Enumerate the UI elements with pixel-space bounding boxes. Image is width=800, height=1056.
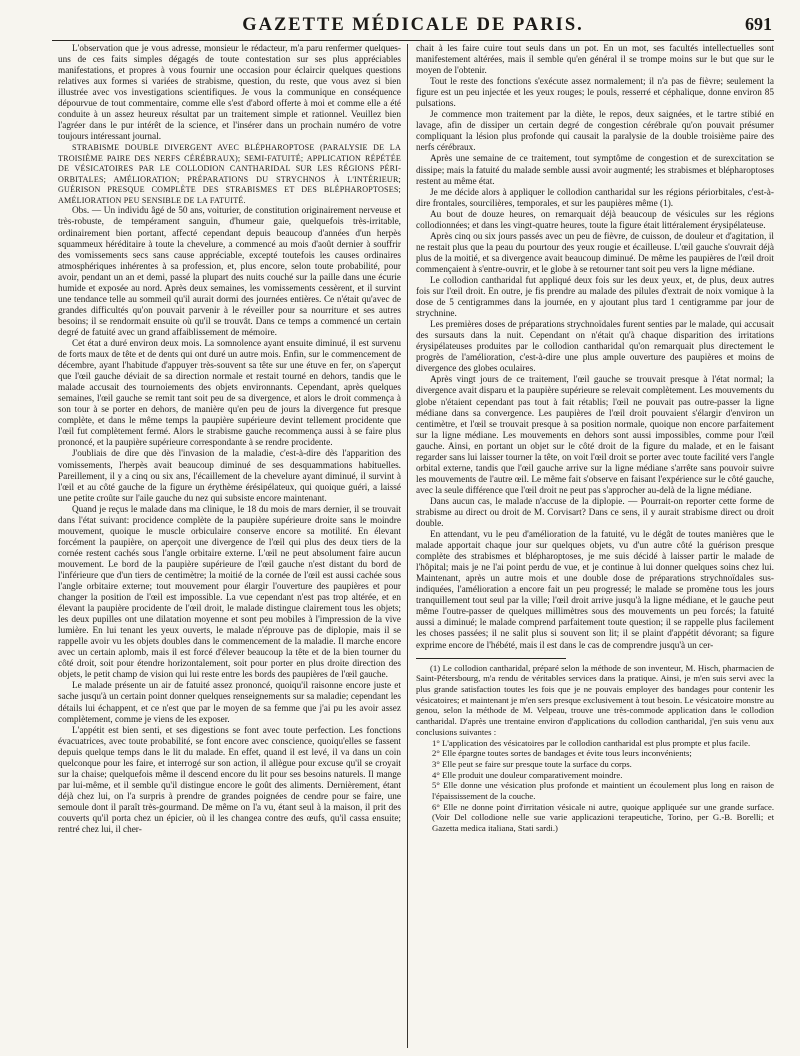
case-summary: STRABISME DOUBLE DIVERGENT AVEC BLÉPHAROPTOSE (PARALYSIE DE LA TROISIÈME PAIRE DES NERFS CÉRÉBRAUX); SEMI-FATUITÉ; APPLICATION RÉPÉTÉE DE VÉSICATOIRES PAR LE COLLODION CANTHARIDAL SUR LES RÉGIONS PÉRI-ORBITALES; AMÉLIORATION; PRÉPARATIONS DU STRYCHNOS À L'INTÉRIEUR; GUÉRISON PRESQUE COMPLÈTE DES STRABISMES ET DES BLÉPHAROPTOSES; AMÉLIORATION PEU SENSIBLE DE LA FATUITÉ. <box>58 143 401 205</box>
observation-paragraph: Au bout de douze heures, on remarquait déjà beaucoup de vésicules sur les régions collodionnées; et dans les vingt-quatre heures, toute la figure était littéralement érysipélateuse. <box>416 209 774 231</box>
footnote <box>416 663 774 834</box>
page-header <box>52 10 774 41</box>
observation-paragraph: Je me décide alors à appliquer le collodion cantharidal sur les régions périorbitales, c'est-à-dire frontales, sourcilières, temporales, et sur les paupières même (1). <box>416 187 774 209</box>
footnote-item: 6° Elle ne donne point d'irritation vésicale ni autre, quoique appliquée sur une grande surface. (Voir Del collodione nelle sue varie applicazioni terapeutiche, Torino, per G.-B. Borelli; et Gazetta medica italiana, Stati sardi.) <box>432 801 774 834</box>
footnote-paragraph: (1) Le collodion cantharidal, préparé selon la méthode de son inventeur, M. Hisch, pharmacien de Saint-Pétersbourg, m'a rendu de véritables services dans la pratique. Ainsi, je m'en suis servi avec la plus grande satisfaction toutes les fois que je ne pouvais employer des bandages pour contenir les vésicatoires; et maintenant je m'en sers presque exclusivement à tout besoin. Le vésicatoire monstre au genou, selon la méthode de M. Velpeau, trouve une très-commode application dans le collodion cantharidal. D'après une trentaine environ d'applications du collodion cantharidal, j'en suis venu aux conclusions suivantes : <box>416 662 774 737</box>
observation-paragraph: Obs. — Un individu âgé de 50 ans, voiturier, de constitution originairement nerveuse et très-robuste, de tempérament sanguin, d'humeur gaie, quelquefois très-irritable, ordinairement bien portant, affecté cependant depuis beaucoup d'années d'un herpès squammeux héréditaire à toute la chevelure, a commencé au mois d'août dernier à souffrir des vomissements secs sans cause appréciable, excepté toutefois les causes ordinaires atmosphériques inhérentes à sa profession, et, plus encore, selon toute probabilité, pour avoir, pendant un an et demi, passé la plupart des nuits couché sur la paille dans une écurie humide et exposée au nord. Après deux semaines, les vomissements cessèrent, et il survint une tendance telle au sommeil qu'il aurait dormi des journées entières. Ce n'était qu'avec de grandes difficultés qu'on pouvait parvenir à le réveiller pour sa nourriture et ses autres besoins; il se rendormait ensuite où qu'il se trouvât. Dans ce temps a commencé un certain degré de fatuité avec un grand affaiblissement de mémoire. <box>58 206 401 338</box>
column-divider <box>407 44 408 1048</box>
observation-paragraph: L'appétit est bien senti, et ses digestions se font avec toute perfection. Les fonctions évacuatrices, avec toute probabilité, se font encore avec conscience, quoiqu'elles se fassent depuis quelque temps dans le lit du malade. En effet, quand il est levé, il va dans un coin quelconque pour les faire, et interrogé sur son action, il allègue pour excuse qu'il se croyait sur la chaise; quelquefois même il descend encore du lit pour ses besoins naturels. Il mange par lui-même, et il semble qu'il distingue encore le goût des aliments. Dernièrement, étant déjà chez lui, on l'a surpris à prendre de grandes poignées de cendre pour se faire, une semoule dont il paraît très-gourmand. De même on l'a vu, étant seul à la maison, il prit des couverts qu'il porta chez un épicier, où il les changea contre des œufs, qu'il cassa ensuite; rentré chez lui, il cher- <box>58 725 401 836</box>
observation-paragraph: J'oubliais de dire que dès l'invasion de la maladie, c'est-à-dire dès l'apparition des vomissements, l'herpès avait beaucoup diminué de ses desquammations habituelles. Pareillement, il y a cinq ou six ans, l'écaillement de la chevelure ayant diminué, il survint à l'œil et au côté gauche de la figure un érythème érésipélateux, qui quoique guéri, a laissé une petite croûte sur l'aile gauche du nez qui subsiste encore maintenant. <box>58 449 401 504</box>
footnote-item: 5° Elle donne une vésication plus profonde et maintient un écoulement plus long en raison de l'épaississement de la couche. <box>432 780 774 802</box>
observation-paragraph: Après cinq ou six jours passés avec un peu de fièvre, de cuisson, de douleur et d'agitation, il ne restait plus que la peau du pourtour des yeux rougie et écailleuse. L'œil gauche s'ouvrait déjà plus de la moitié, et sa divergence avait beaucoup diminué. De même les paupières de l'œil droit commençaient à s'entre-ouvrir, et le globe à se retourner tant soit peu vers la ligne médiane. <box>416 231 774 275</box>
observation-paragraph: En attendant, vu le peu d'amélioration de la fatuité, vu le dégât de toutes manières que le malade apportait chaque jour sur quelques objets, vu d'un autre côté la guérison presque complète des strabismes et blépharoptoses, je me suis décidé à laisser partir le malade de l'hôpital; mais je ne l'ai point perdu de vue, et je continue à lui donner quelques soins chez lui. Maintenant, après un autre mois et une double dose de préparations strychnoïdales sus-indiquées, l'amélioration a encore fait un peu progressé; le malade se promène tous les jours tranquillement tout seul par la ville; l'œil droit arrive jusqu'à la ligne médiane, et le gauche peut même l'outre-passer de quelques millimètres sous des mouvements un peu forcés; la fatuité aussi a diminué; le malade comprend parfaitement toute question; il se rappelle plus facilement les choses passées; il ne salit plus si souvent son lit; il se plaint d'appétit dévorant; sa figure exprime encore de l'hébété, mais il est dans le cas de comprendre jusqu'à un cer- <box>416 530 774 651</box>
left-column <box>58 44 401 1048</box>
observation-paragraph: Après une semaine de ce traitement, tout symptôme de congestion et de surexcitation se dissipe; mais la fatuité du malade semble aussi avoir augmenté; les strabismes et blépharoptoses restent au même état. <box>416 154 774 187</box>
footnote-item: 3° Elle peut se faire sur presque toute la surface du corps. <box>432 758 632 769</box>
footnote-rule <box>416 658 566 659</box>
footnote-item: 1° L'application des vésicatoires par le collodion cantharidal est plus prompte et plus facile. <box>432 737 751 748</box>
footnote-item: 2° Elle épargne toutes sortes de bandages et évite tous leurs inconvénients; <box>432 748 692 759</box>
footnote-item: 4° Elle produit une douleur comparativement moindre. <box>432 769 623 780</box>
observation-paragraph: Les premières doses de préparations strychnoïdales furent senties par le malade, qui accusait des sursauts dans la nuit. Cependant on n'était qu'à chaque disparition des irritations érysipélateuses produites par le collodion cantharidal qu'on remarquait plus directement le progrès de l'amélioration, c'est-à-dire une plus ample ouverture des paupières et moins de divergence des globes oculaires. <box>416 320 774 375</box>
observation-paragraph: Le malade présente un air de fatuité assez prononcé, quoiqu'il raisonne encore juste et sache jusqu'à un certain point donner quelques renseignements sur sa maladie; cependant les détails lui échappent, et ce n'est que par le moyen de sa femme que j'ai pu les avoir assez complètement, comme je viens de les exposer. <box>58 681 401 725</box>
page-number: 691 <box>745 14 772 34</box>
observation-paragraph: Après vingt jours de ce traitement, l'œil gauche se trouvait presque à l'état normal; la divergence avait disparu et la paupière supérieure se relevait complètement. Les mouvements du globe n'étaient cependant pas tout à fait rétablis; l'œil ne pouvait pas outre-passer la ligne médiane dans sa convergence. Les paupières de l'œil droit pouvaient s'élargir d'environ un centimètre, et l'œil se trouvait presque à sa position normale, quoique non encore parfaitement sur la ligne médiane. Les mouvements en dehors sont aussi impossibles, comme pour l'œil gauche. Ainsi, en portant un objet sur le côté droit de la figure du malade, et en le faisant regarder sans lui laisser tourner la tête, on voit l'œil droit se porter avec toute facilité vers l'angle orbital externe, tandis que l'œil gauche arrive sur la ligne médiane s'arrête sans pouvoir suivre les mouvements de l'autre œil. Le même fait s'observe en faisant l'expérience sur le côté gauche, avec la seule différence que l'œil droit ne peut pas s'approcher au-delà de la ligne médiane. <box>416 375 774 496</box>
journal-title: GAZETTE MÉDICALE DE PARIS. <box>242 14 584 35</box>
observation-paragraph: Je commence mon traitement par la diète, le repos, deux saignées, et le tartre stibié en lavage, afin de dissiper un certain degré de congestion cérébrale qu'on pouvait présumer compliquant la lésion plus profonde qui causait la paralysie de la double troisième paire des nerfs cérébraux. <box>416 110 774 154</box>
observation-paragraph: Dans aucun cas, le malade n'accuse de la diplopie. — Pourrait-on reporter cette forme de strabisme au direct ou droit de M. Corvisart? Dans ce sens, il y aurait strabisme direct ou droit double. <box>416 496 774 530</box>
observation-paragraph: Tout le reste des fonctions s'exécute assez normalement; il n'a pas de fièvre; seulement la figure est un peu injectée et les yeux rouges; le pouls, resserré et céphalique, donne environ 85 pulsations. <box>416 77 774 110</box>
observation-paragraph: Le collodion cantharidal fut appliqué deux fois sur les deux yeux, et, de plus, deux autres fois sur l'œil droit. En outre, je fis prendre au malade des pilules d'extrait de noix vomique à la dose de 5 centigrammes dans la journée, en y ajoutant plus tard 1 centigramme par jour de strychnine. <box>416 275 774 320</box>
letter-intro: L'observation que je vous adresse, monsieur le rédacteur, m'a paru renfermer quelques-uns de ces faits simples dégagés de toute contestation sur ses plus appréciables manifestations, et propres à vous fournir une occasion pour éclaircir quelques questions relatives aux formes si variées de strabisme, question, du reste, que vous avez si bien illustrée avec vos investigations scientifiques. Je vous la communique en conséquence dépourvue de tout commentaire, comme elle s'est d'abord offerte à moi et comme elle a été conduite à un assez heureux résultat par un traitement simple et rationnel. Veuillez bien l'agréer dans le pur intérêt de la science, et l'insérer dans un prochain numéro de votre toujours intéressant journal. <box>58 44 401 143</box>
observation-paragraph: Quand je reçus le malade dans ma clinique, le 18 du mois de mars dernier, il se trouvait dans l'état suivant: procidence complète de la paupière supérieure droite sans le moindre mouvement, quoique le muscle orbiculaire conserve encore sa motilité. En élevant forcément la paupière, on aperçoit une divergence de l'œil qui plus des deux tiers de la cornée restent cachés sous l'angle orbitaire externe. L'œil ne peut absolument faire aucun mouvement. Le bord de la paupière supérieure de l'œil gauche n'est distant du bord de l'inférieure que d'un tiers de centimètre; la moitié de la cornée de l'œil est aussi cachée sous l'angle orbitaire externe; tout mouvement pour élargir l'ouverture des paupières et pour changer la position de l'œil est impossible. La vue cependant n'est pas trop altérée, et en élevant la paupière procidente de l'œil droit, le malade distingue clairement tous les objets; les deux pupilles ont une dilatation moyenne et sont peu mobiles à l'impression de la vive lumière. En lui tenant les yeux ouverts, le malade n'éprouve pas de diplopie, mais il se rappelle avoir vu les objets doubles dans le commencement de la maladie. Il marche encore avec un certain aplomb, mais il est forcé d'élever beaucoup la tête et de la bien tourner du côté droit, soit pour étendre horizontalement, soit pour porter en plus droite direction des objets, le petit champ de vision qui lui reste entre les bords des paupières de l'œil gauche. <box>58 504 401 681</box>
right-column <box>416 44 774 1048</box>
observation-paragraph: Cet état a duré environ deux mois. La somnolence ayant ensuite diminué, il est survenu de forts maux de tête et de dents qui ont duré un autre mois. Enfin, sur le commencement de décembre, ayant l'habitude d'appuyer très-souvent sa tête sur une étuve en fer, on s'aperçut que l'œil gauche déviait de sa direction normale et restait tourné en dehors, tandis que le malade accusait des tournoiements des objets environnants. Cependant, après quelques semaines, l'œil gauche se remit tant soit peu de sa divergence, et alors le droit commença à son tour à se porter en dehors, de manière qu'en peu de jours la divergence fut presque complète, et dans le même temps la paupière supérieure devint tellement procidente que l'œil fut complètement fermé. Alors le strabisme gauche recommença aussi à se faire plus prononcé, et la paupière supérieure correspondante à se rendre procidente. <box>58 338 401 449</box>
observation-paragraph: chait à les faire cuire tout seuls dans un pot. En un mot, ses facultés intellectuelles sont manifestement altérées, mais il semble qu'en général il se trompe moins sur le but que sur le moyen de l'obtenir. <box>416 44 774 77</box>
